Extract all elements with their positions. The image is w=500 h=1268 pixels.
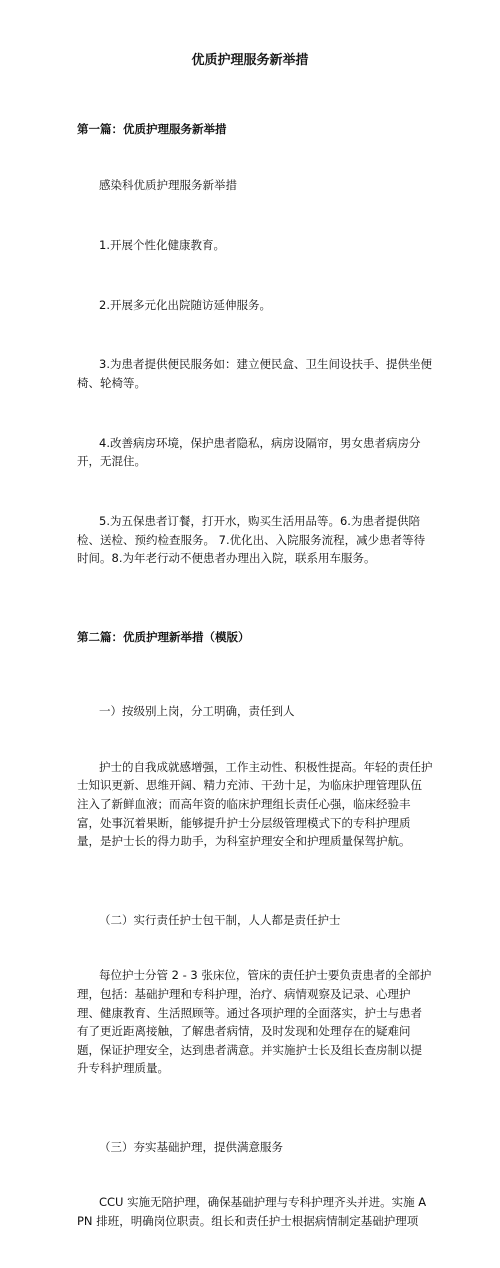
part-body: 每位护士分管 2 - 3 张床位，管床的责任护士要负责患者的全部护理，包括：基础护理和专科护理，治疗、病情观察及记录、心理护理、健康教育、生活照顾等。通过各项护理的全面落实，护士与患者有了更近距离接触，了解患者病情，及时发现和处理存在的疑难问题，保证护理安全，达到患者满意。并实施护士长及组长查房制以提升专科护理质量。: [77, 968, 432, 1076]
part-title: （二）实行责任护士包干制，人人都是责任护士: [99, 912, 341, 927]
section-1-subtitle: 感染科优质护理服务新举措: [99, 177, 237, 192]
list-item: 1.开展个性化健康教育。: [99, 237, 225, 252]
section-2-heading: 第二篇：优质护理新举措（模版）: [77, 629, 250, 644]
part-title: 一）按级别上岗，分工明确，责任到人: [99, 704, 295, 718]
part-body: CCU 实施无陪护理，确保基础护理与专科护理齐头并进。实施 APN 排班，明确岗位职责。组长和责任护士根据病情制定基础护理项: [77, 1195, 427, 1229]
list-item: 3.为患者提供便民服务如：建立便民盒、卫生间设扶手、提供坐便椅、轮椅等。: [77, 357, 432, 390]
document-title: 优质护理服务新举措: [191, 53, 309, 68]
section-1-heading: 第一篇：优质护理服务新举措: [77, 122, 227, 137]
list-item: 2.开展多元化出院随访延伸服务。: [99, 297, 271, 312]
list-item: 5.为五保患者订餐，打开水，购买生活用品等。6.为患者提供陪检、送检、预约检查服务。 7.优化出、入院服务流程，减少患者等待时间。8.为年老行动不便患者办理出入院，联系用车服务。: [77, 514, 426, 566]
part-title: （三）夯实基础护理，提供满意服务: [99, 1139, 283, 1154]
part-body: 护士的自我成就感增强，工作主动性、积极性提高。年轻的责任护士知识更新、思维开阔、精力充沛、干劲十足，为临床护理管理队伍注入了新鲜血液；而高年资的临床护理组长责任心强，临床经验丰富，处事沉着果断，能够提升护士分层级管理模式下的专科护理质量，是护士长的得力助手，为科室护理安全和护理质量保驾护航。: [77, 759, 433, 849]
document-body: [77, 83, 433, 1268]
list-item: 4.改善病房环境，保护患者隐私，病房设隔帘，男女患者病房分开，无混住。: [77, 435, 421, 469]
